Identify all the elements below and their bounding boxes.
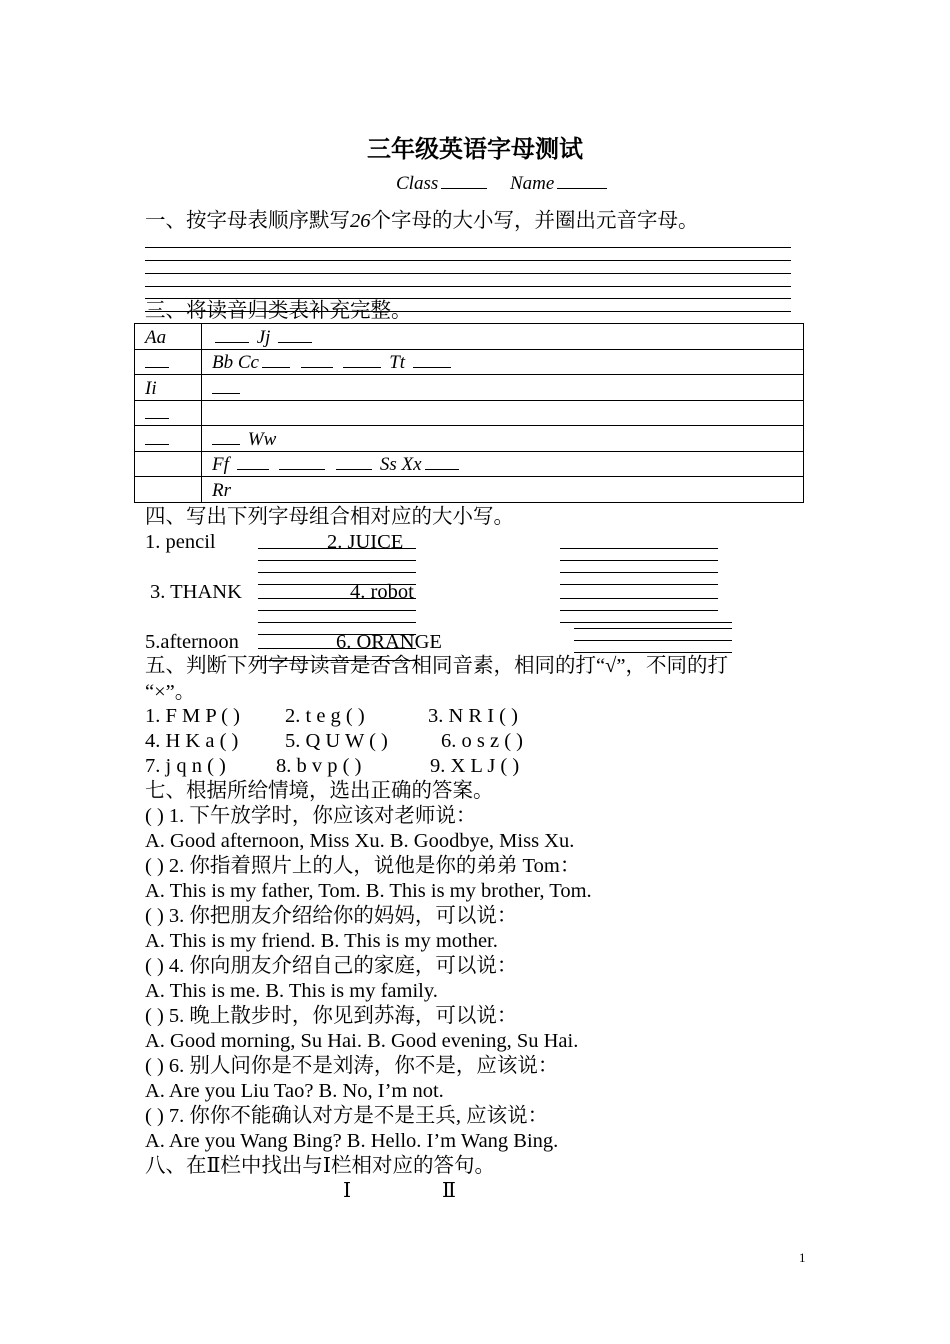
table-cell: Aa [135,324,202,350]
section8-heading: 八、在Ⅱ栏中找出与Ⅰ栏相对应的答句。 [145,1155,496,1177]
class-label: Class [396,174,490,193]
section3-heading: 三、将读音归类表补充完整。 [145,300,412,322]
word-item: 4. robot [350,581,414,603]
judge-item[interactable]: 9. X L J ( ) [430,755,520,777]
word-item: 2. JUICE [327,531,404,553]
table-row [135,375,804,401]
table-cell[interactable] [202,400,804,426]
table-cell [135,451,202,477]
table-cell[interactable]: Bb Cc Tt [202,349,804,375]
table-cell[interactable]: Ww [202,426,804,452]
question-text[interactable]: ( ) 3. 你把朋友介绍给你的妈妈，可以说： [145,905,518,927]
question-text[interactable]: ( ) 5. 晚上散步时，你见到苏海，可以说： [145,1005,518,1027]
question-options: A. Good morning, Su Hai. B. Good evening, Su Hai. [145,1030,579,1052]
table-row [135,349,804,375]
question-options: A. Good afternoon, Miss Xu. B. Goodbye, Miss Xu. [145,830,575,852]
word-item: 5.afternoon [145,631,239,653]
section5-heading: 五、判断下列字母读音是否含相同音素，相同的打“√”，不同的打 [145,655,728,677]
question-text[interactable]: ( ) 4. 你向朋友介绍自己的家庭，可以说： [145,955,518,977]
sound-sort-table [134,323,804,503]
word-item: 6. ORANGE [336,631,442,653]
section4-heading: 四、写出下列字母组合相对应的大小写。 [145,506,514,528]
table-row [135,324,804,350]
question-text[interactable]: ( ) 7. 你你不能确认对方是不是王兵, 应该说： [145,1105,549,1127]
section5-heading-cont: “×”。 [145,681,196,703]
word-item: 3. THANK [150,581,242,603]
name-label: Name [510,174,610,193]
column-1-label: Ⅰ [343,1180,352,1202]
question-options: A. Are you Liu Tao? B. No, I’m not. [145,1080,444,1102]
table-cell[interactable]: Jj [202,324,804,350]
question-text[interactable]: ( ) 1. 下午放学时，你应该对老师说： [145,805,477,827]
judge-item[interactable]: 4. H K a ( ) [145,730,239,752]
page-number: 1 [799,1250,806,1265]
table-row [135,451,804,477]
judge-item[interactable]: 7. j q n ( ) [145,755,226,777]
page-title: 三年级英语字母测试 [367,137,583,163]
question-options: A. Are you Wang Bing? B. Hello. I’m Wang Bing. [145,1130,559,1152]
table-cell[interactable] [135,400,202,426]
table-cell[interactable]: Rr [202,477,804,503]
question-options: A. This is me. B. This is my family. [145,980,438,1002]
question-text[interactable]: ( ) 6. 别人问你是不是刘涛，你不是，应该说： [145,1055,559,1077]
table-row [135,477,804,503]
table-row [135,400,804,426]
section7-heading: 七、根据所给情境，选出正确的答案。 [145,780,494,802]
column-2-label: Ⅱ [442,1180,456,1202]
judge-item[interactable]: 2. t e g ( ) [285,705,365,727]
table-row [135,426,804,452]
judge-item[interactable]: 6. o s z ( ) [441,730,523,752]
judge-item[interactable]: 5. Q U W ( ) [285,730,388,752]
judge-item[interactable]: 3. N R I ( ) [428,705,518,727]
judge-item[interactable]: 8. b v p ( ) [276,755,362,777]
table-cell[interactable]: Ff Ss Xx [202,451,804,477]
word-item: 1. pencil [145,531,216,553]
table-cell[interactable] [135,426,202,452]
table-cell[interactable] [135,349,202,375]
table-cell[interactable] [202,375,804,401]
judge-item[interactable]: 1. F M P ( ) [145,705,240,727]
section1-heading: 一、按字母表顺序默写26个字母的大小写，并圈出元音字母。 [145,210,699,232]
table-cell [135,477,202,503]
question-options: A. This is my father, Tom. B. This is my brother, Tom. [145,880,592,902]
table-cell: Ii [135,375,202,401]
question-options: A. This is my friend. B. This is my mother. [145,930,498,952]
question-text[interactable]: ( ) 2. 你指着照片上的人，说他是你的弟弟 Tom： [145,855,581,877]
